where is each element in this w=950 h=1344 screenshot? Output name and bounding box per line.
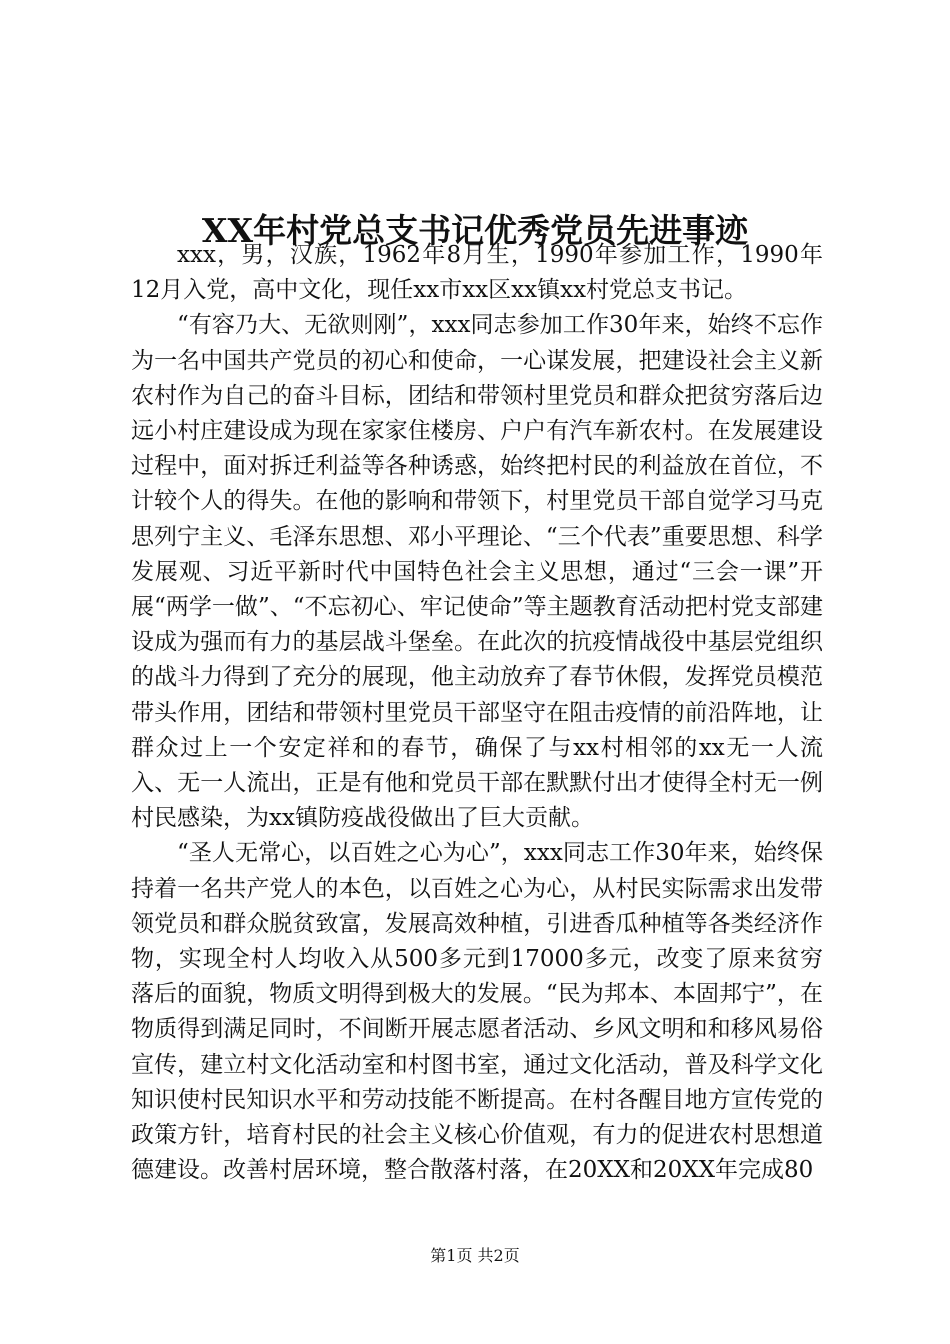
paragraph-dedication: “有容乃大、无欲则刚”，xxx同志参加工作30年来，始终不忘作为一名中国共产党员的初心和使命，一心谋发展，把建设社会主义新农村作为自己的奋斗目标，团结和带领村里党员和群众把贫穷落后边远小村庄建设成为现在家家住楼房、户户有汽车新农村。在发展建设过程中，面对拆迁利益等各种诱惑，始终把村民的利益放在首位，不计较个人的得失。在他的影响和带领下，村里党员干部自觉学习马克思列宁主义、毛泽东思想、邓小平理论、“三个代表”重要思想、科学发展观、习近平新时代中国特色社会主义思想，通过“三会一课”开展“两学一做”、“不忘初心、牢记使命”等主题教育活动把村党支部建设成为强而有力的基层战斗堡垒。在此次的抗疫情战役中基层党组织的战斗力得到了充分的展现，他主动放弃了春节休假，发挥党员模范带头作用，团结和带领村里党员干部坚守在阻击疫情的前沿阵地，让群众过上一个安定祥和的春节，确保了与xx村相邻的xx无一人流入、无一人流出，正是有他和党员干部在默默付出才使得全村无一例村民感染，为xx镇防疫战役做出了巨大贡献。: [131, 312, 823, 832]
paragraph-service: “圣人无常心，以百姓之心为心”，xxx同志工作30年来，始终保持着一名共产党人的本色，以百姓之心为心，从村民实际需求出发带领党员和群众脱贫致富，发展高效种植，引进香瓜种植等各类经济作物，实现全村人均收入从500多元到17000多元，改变了原来贫穷落后的面貌，物质文明得到极大的发展。“民为邦本、本固邦宁”，在物质得到满足同时，不间断开展志愿者活动、乡风文明和和移风易俗宣传，建立村文化活动室和村图书室，通过文化活动，普及科学文化知识使村民知识水平和劳动技能不断提高。在村各醒目地方宣传党的政策方针，培育村民的社会主义核心价值观，有力的促进农村思想道德建设。改善村居环境，整合散落村落，在20XX和20XX年完成80: [131, 840, 823, 1184]
document-body: [131, 238, 823, 1188]
page-number-footer: 第1页 共2页: [430, 1246, 520, 1265]
document-title: XX年村党总支书记优秀党员先进事迹: [201, 211, 749, 251]
paragraph-intro: xxx，男，汉族，1962年8月生，1990年参加工作，1990年12月入党，高中文化，现任xx市xx区xx镇xx村党总支书记。: [131, 242, 823, 304]
